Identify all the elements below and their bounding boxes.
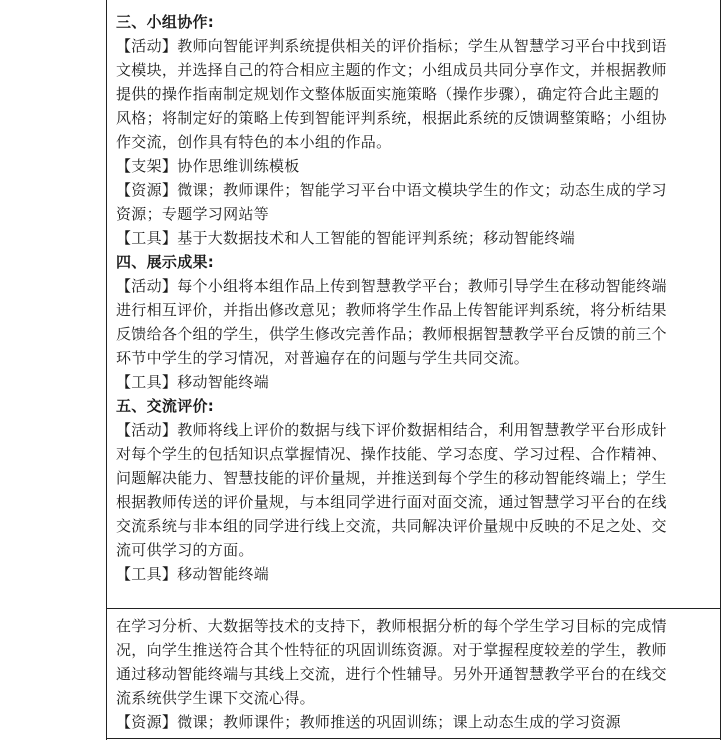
right-border [720, 0, 721, 740]
bottom-line: 在学习分析、大数据等技术的支持下，教师根据分析的每个学生学习目标的完成情 [116, 617, 667, 635]
section5-line: 流可供学习的方面。 [116, 541, 254, 559]
left-border [106, 0, 107, 740]
lower-cell [116, 614, 720, 734]
bottom-line: 【资源】微课；教师课件；教师推送的巩固训练；课上动态生成的学习资源 [116, 713, 621, 731]
bottom-line: 流系统供学生课下交流心得。 [116, 689, 315, 707]
section5-line: 交流系统与非本组的同学进行线上交流，共同解决评价量规中反映的不足之处、交 [116, 517, 667, 535]
upper-cell [116, 10, 720, 586]
section3-line: 【支架】协作思维训练模板 [116, 157, 300, 175]
section5-heading: 五、交流评价: [116, 397, 215, 415]
section3-line: 【资源】微课；教师课件；智能学习平台中语文模块学生的作文；动态生成的学习 [116, 181, 667, 199]
section4-heading: 四、展示成果: [116, 253, 215, 271]
section4-line: 【工具】移动智能终端 [116, 373, 270, 391]
section4-line: 【活动】每个小组将本组作品上传到智慧教学平台；教师引导学生在移动智能终端 [116, 277, 667, 295]
row-divider [106, 608, 721, 609]
section5-line: 【活动】教师将线上评价的数据与线下评价数据相结合，利用智慧教学平台形成针 [116, 421, 667, 439]
bottom-line: 通过移动智能终端与其线上交流，进行个性辅导。另外开通智慧教学平台的在线交 [116, 665, 667, 683]
section5-line: 根据教师传送的评价量规，与本组同学进行面对面交流，通过智慧学习平台的在线 [116, 493, 667, 511]
section3-line: 文模块，并选择自己的符合相应主题的作文；小组成员共同分享作文，并根据教师 [116, 61, 667, 79]
section3-line: 提供的操作指南制定规划作文整体版面实施策略（操作步骤），确定符合此主题的 [116, 85, 660, 103]
section4-line: 进行相互评价，并指出修改意见；教师将学生作品上传智能评判系统，将分析结果 [116, 301, 667, 319]
bottom-line: 况，向学生推送符合其个性特征的巩固训练资源。对于掌握程度较差的学生，教师 [116, 641, 667, 659]
bottom-border [106, 738, 721, 739]
section3-line: 【活动】教师向智能评判系统提供相关的评价指标；学生从智慧学习平台中找到语 [116, 37, 667, 55]
section3-heading: 三、小组协作: [116, 13, 215, 31]
section4-line: 环节中学生的学习情况，对普遍存在的问题与学生共同交流。 [116, 349, 530, 367]
section3-line: 风格；将制定好的策略上传到智能评判系统，根据此系统的反馈调整策略；小组协 [116, 109, 667, 127]
section4-line: 反馈给各个组的学生，供学生修改完善作品；教师根据智慧教学平台反馈的前三个 [116, 325, 667, 343]
section5-line: 对每个学生的包括知识点掌握情况、操作技能、学习态度、学习过程、合作精神、 [116, 445, 667, 463]
section3-line: 作交流，创作具有特色的本小组的作品。 [116, 133, 392, 151]
section5-line: 【工具】移动智能终端 [116, 565, 270, 583]
section5-line: 问题解决能力、智慧技能的评价量规，并推送到每个学生的移动智能终端上；学生 [116, 469, 667, 487]
section3-line: 【工具】基于大数据技术和人工智能的智能评判系统；移动智能终端 [116, 229, 576, 247]
section3-line: 资源；专题学习网站等 [116, 205, 270, 223]
